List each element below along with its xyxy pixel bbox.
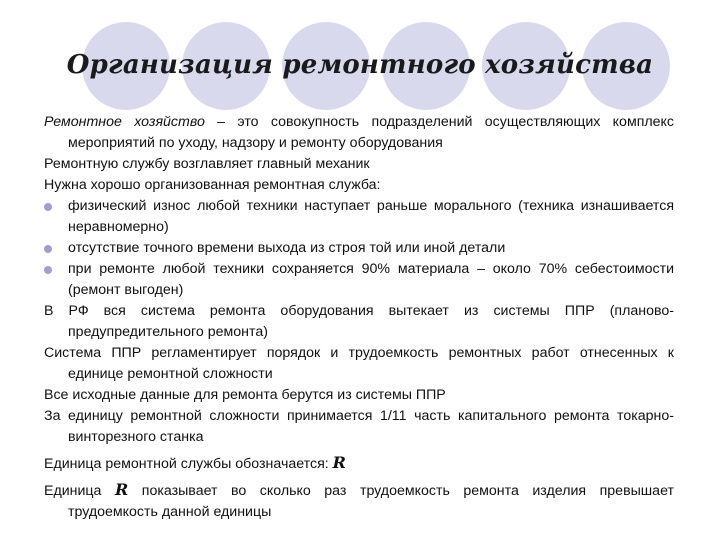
bullet-dot-icon [44, 203, 52, 211]
bullet-dot-icon [44, 245, 52, 253]
unit-symbol: R [114, 480, 129, 499]
bullet-dot-icon [44, 266, 52, 274]
bullet-text: при ремонте любой техники сохраняется 90% материала – около 70% себестоимости (ремонт выгоден) [68, 261, 674, 298]
bullet-item [44, 196, 674, 238]
bullet-text: физический износ любой техники наступает раньше морального (техника изнашивается неравномерно) [68, 198, 674, 235]
slide-title: Организация ремонтного хозяйства [66, 50, 654, 80]
need-service-paragraph: Нужна хорошо организованная ремонтная служба: [44, 177, 381, 193]
slide-content [44, 112, 674, 523]
unit-definition-paragraph: За единицу ремонтной сложности принимается 1/11 часть капитального ремонта токарно-винторезного станка [44, 408, 674, 445]
definition-text: – это совокупность подразделений осуществляющих комплекс мероприятий по уходу, надзору и ремонту оборудования [68, 114, 675, 151]
bullet-text: отсутствие точного времени выхода из строя той или иной детали [68, 240, 506, 256]
unit-symbol: R [332, 453, 346, 472]
bullet-item [44, 259, 674, 301]
unit-meaning-text: показывает во сколько раз трудоемкость ремонта изделия превышает трудоемкость данной единицы [68, 483, 674, 520]
head-mechanic-paragraph: Ремонтную службу возглавляет главный механик [44, 156, 370, 172]
source-data-paragraph: Все исходные данные для ремонта берутся из системы ППР [44, 387, 446, 403]
bullet-item [44, 238, 674, 259]
definition-paragraph [44, 112, 674, 154]
unit-symbol-paragraph [44, 452, 674, 475]
unit-meaning-start: Единица [44, 483, 115, 499]
ppr-regulation-paragraph: Система ППР регламентирует порядок и трудоемкость ремонтных работ отнесенных к единице ремонтной сложности [44, 345, 674, 382]
defined-term: Ремонтное хозяйство [44, 114, 205, 130]
unit-meaning-paragraph [44, 479, 674, 523]
ppr-system-paragraph: В РФ вся система ремонта оборудования вытекает из системы ППР (планово-предупредительного ремонта) [44, 303, 674, 340]
unit-symbol-text: Единица ремонтной службы обозначается: [44, 456, 333, 472]
